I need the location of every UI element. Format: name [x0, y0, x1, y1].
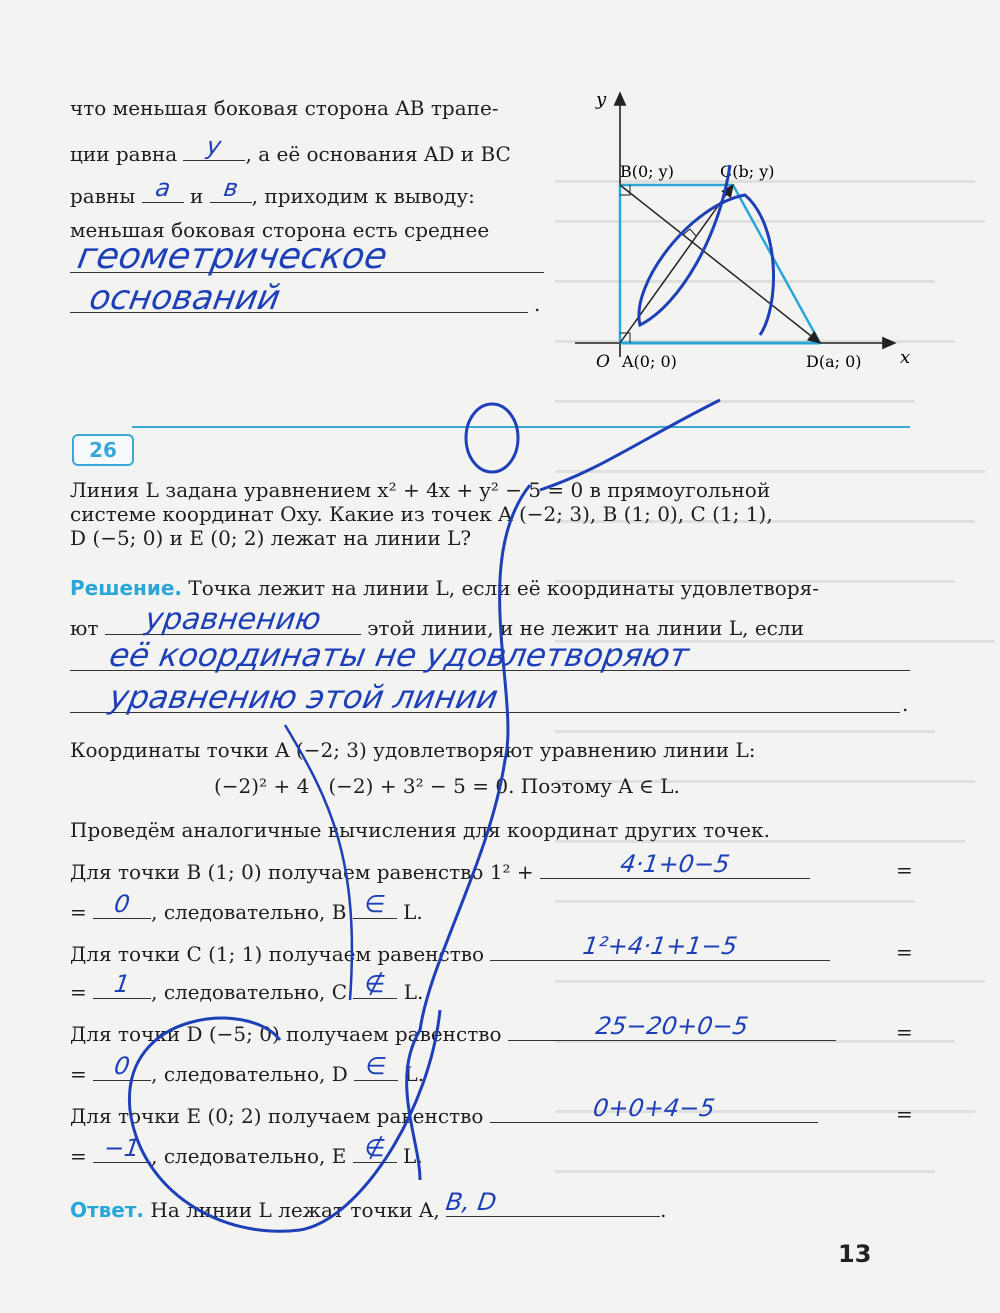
handwritten-answer: а — [153, 174, 172, 202]
handwritten-answer: 0 — [112, 890, 132, 918]
handwritten-answer: −1 — [102, 1134, 142, 1162]
answer-blank[interactable] — [508, 1012, 836, 1041]
point-C-label: C(b; y) — [720, 162, 775, 181]
problem-text: системе координат Oxy. Какие из точек A (−2; 3), B (1; 0), C (1; 1), — [70, 502, 773, 526]
text-line: = 0 , следовательно, D ∈ L. — [70, 1052, 425, 1086]
solution-label: Решение. — [70, 576, 183, 600]
handwritten-answer: её координаты не удовлетворяют — [106, 636, 692, 674]
text-line: ют уравнению этой линии, и не лежит на линии L, если — [70, 602, 804, 640]
text-line: равны а и в , приходим к выводу: — [70, 174, 475, 208]
answer-label: Ответ. — [70, 1198, 145, 1222]
problem-text: D (−5; 0) и E (0; 2) лежат на линии L? — [70, 526, 472, 550]
equals-sign: = — [896, 940, 913, 964]
y-axis-label: y — [596, 89, 607, 110]
answer-blank[interactable] — [354, 1052, 398, 1081]
handwritten-answer: 0 — [112, 1052, 132, 1080]
text-line: Ответ. На линии L лежат точки A, B, D . — [70, 1188, 667, 1222]
handwritten-answer: в — [221, 174, 240, 202]
text-line: меньшая боковая сторона есть среднее — [70, 218, 490, 242]
x-axis-label: x — [900, 347, 911, 368]
text-line: Для точки C (1; 1) получаем равенство 1²+4·1+1−5 — [70, 940, 830, 966]
answer-blank[interactable] — [353, 970, 397, 999]
answer-blank[interactable] — [353, 1134, 397, 1163]
answer-blank[interactable] — [210, 174, 252, 203]
answer-blank[interactable] — [183, 132, 245, 161]
handwritten-answer: ∈ — [362, 890, 388, 918]
text-line: = −1 , следовательно, E ∉ L. — [70, 1134, 423, 1168]
text-line: . — [902, 692, 909, 716]
handwritten-answer: геометрическое — [74, 236, 391, 277]
answer-blank[interactable] — [142, 174, 184, 203]
handwritten-answer: уравнению этой линии — [106, 678, 502, 716]
handwritten-answer: 25−20+0−5 — [593, 1012, 750, 1040]
equals-sign: = — [896, 1102, 913, 1126]
handwritten-answer: 4·1+0−5 — [618, 850, 732, 878]
handwritten-answer: B, D — [444, 1188, 499, 1216]
text-line: Проведём аналогичные вычисления для координат других точек. — [70, 818, 770, 842]
pen-scribble — [639, 165, 774, 335]
handwritten-answer: ∉ — [362, 970, 388, 998]
text-line: Для точки B (1; 0) получаем равенство 1² + 4·1+0−5 — [70, 858, 810, 884]
point-B-label: B(0; y) — [620, 162, 674, 181]
answer-blank[interactable] — [93, 1052, 151, 1081]
text-line: . — [534, 292, 541, 316]
answer-blank[interactable] — [93, 970, 151, 999]
text-line: Решение. Точка лежит на линии L, если её координаты удовлетворя- — [70, 576, 820, 600]
handwritten-answer: ∉ — [362, 1134, 388, 1162]
point-D-label: D(a; 0) — [806, 352, 862, 371]
handwritten-answer: 1²+4·1+1−5 — [581, 932, 740, 960]
handwritten-answer: оснований — [86, 278, 284, 318]
page-number: 13 — [838, 1240, 872, 1268]
text-line: Для точки D (−5; 0) получаем равенство 25−20+0−5 — [70, 1020, 836, 1046]
handwritten-answer: ∈ — [363, 1052, 389, 1080]
answer-blank[interactable] — [444, 1188, 660, 1217]
answer-blank[interactable] — [353, 890, 397, 919]
answer-blank[interactable] — [490, 932, 830, 961]
answer-blank[interactable] — [105, 602, 361, 637]
answer-blank[interactable] — [540, 850, 810, 879]
problem-number: 26 — [72, 434, 134, 466]
section-divider — [132, 426, 910, 428]
text-line: = 0 , следовательно, B ∈ L. — [70, 890, 423, 924]
answer-blank[interactable] — [490, 1094, 818, 1123]
equals-sign: = — [896, 858, 913, 882]
handwritten-answer: 1 — [112, 970, 132, 998]
text-line: Для точки E (0; 2) получаем равенство 0+0+4−5 — [70, 1102, 818, 1128]
text-line: что меньшая боковая сторона AB трапе- — [70, 96, 499, 120]
answer-blank[interactable] — [93, 1134, 151, 1163]
text-line: ции равна у , а её основания AD и BC — [70, 132, 511, 166]
point-O-label: O — [596, 352, 610, 372]
text-line: Координаты точки A (−2; 3) удовлетворяют уравнению линии L: — [70, 738, 756, 762]
trapezoid-figure — [570, 85, 920, 385]
problem-text: Линия L задана уравнением x² + 4x + y² − 5 = 0 в прямоугольной — [70, 478, 771, 502]
handwritten-answer: уравнению — [142, 602, 324, 637]
handwritten-answer: 0+0+4−5 — [591, 1094, 717, 1122]
handwritten-answer: у — [205, 132, 224, 160]
text-line: = 1 , следовательно, C ∉ L. — [70, 970, 424, 1004]
answer-blank[interactable] — [93, 890, 151, 919]
equation-line: (−2)² + 4 · (−2) + 3² − 5 = 0. Поэтому A ∈ L. — [214, 774, 680, 798]
equals-sign: = — [896, 1020, 913, 1044]
point-A-label: A(0; 0) — [622, 352, 677, 371]
